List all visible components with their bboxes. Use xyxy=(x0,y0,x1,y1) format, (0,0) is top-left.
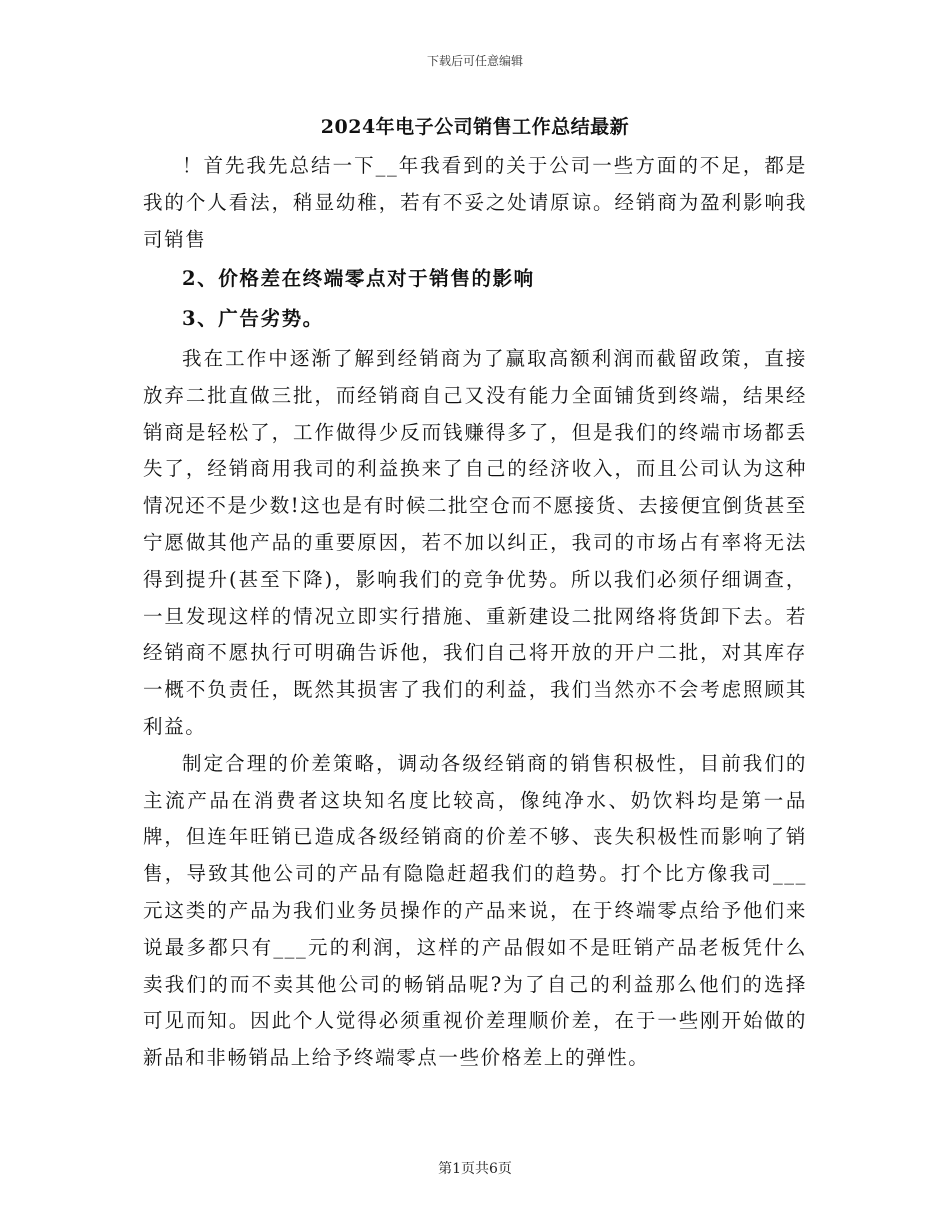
paragraph-price-strategy: 制定合理的价差策略，调动各级经销商的销售积极性，目前我们的主流产品在消费者这块知名度比较高，像纯净水、奶饮料均是第一品牌，但连年旺销已造成各级经销商的价差不够、丧失积极性而影响了销售，导致其他公司的产品有隐隐赶超我们的趋势。打个比方像我司___元这类的产品为我们业务员操作的产品来说，在于终端零点给予他们来说最多都只有___元的利润，这样的产品假如不是旺销产品老板凭什么卖我们的而不卖其他公司的畅销品呢?为了自己的利益那么他们的选择可见而知。因此个人觉得必须重视价差理顺价差，在于一些刚开始做的新品和非畅销品上给予终端零点一些价格差上的弹性。 xyxy=(143,751,807,1070)
page-footer: 第1页共6页 xyxy=(438,1161,512,1177)
section-heading-2: 2、价格差在终端零点对于销售的影响 xyxy=(182,267,535,291)
paragraph-intro: ！首先我先总结一下__年我看到的关于公司一些方面的不足，都是我的个人看法，稍显幼稚，若有不妥之处请原谅。经销商为盈利影响我司销售 xyxy=(143,154,807,251)
header-note: 下载后可任意编辑 xyxy=(426,54,523,68)
document-body xyxy=(143,148,807,1077)
paragraph-distributor: 我在工作中逐渐了解到经销商为了赢取高额利润而截留政策，直接放弃二批直做三批，而经销商自己又没有能力全面铺货到终端，结果经销商是轻松了，工作做得少反而钱赚得多了，但是我们的终端市场都丢失了，经销商用我司的利益换来了自己的经济收入，而且公司认为这种情况还不是少数!这也是有时候二批空仓而不愿接货、去接便宜倒货甚至宁愿做其他产品的重要原因，若不加以纠正，我司的市场占有率将无法得到提升(甚至下降)，影响我们的竞争优势。所以我们必须仔细调查，一旦发现这样的情况立即实行措施、重新建设二批网络将货卸下去。若经销商不愿执行可明确告诉他，我们自己将开放的开户二批，对其库存一概不负责任，既然其损害了我们的利益，我们当然亦不会考虑照顾其利益。 xyxy=(143,346,807,738)
document-title: 2024年电子公司销售工作总结最新 xyxy=(320,116,630,138)
section-heading-3: 3、广告劣势。 xyxy=(182,307,324,331)
